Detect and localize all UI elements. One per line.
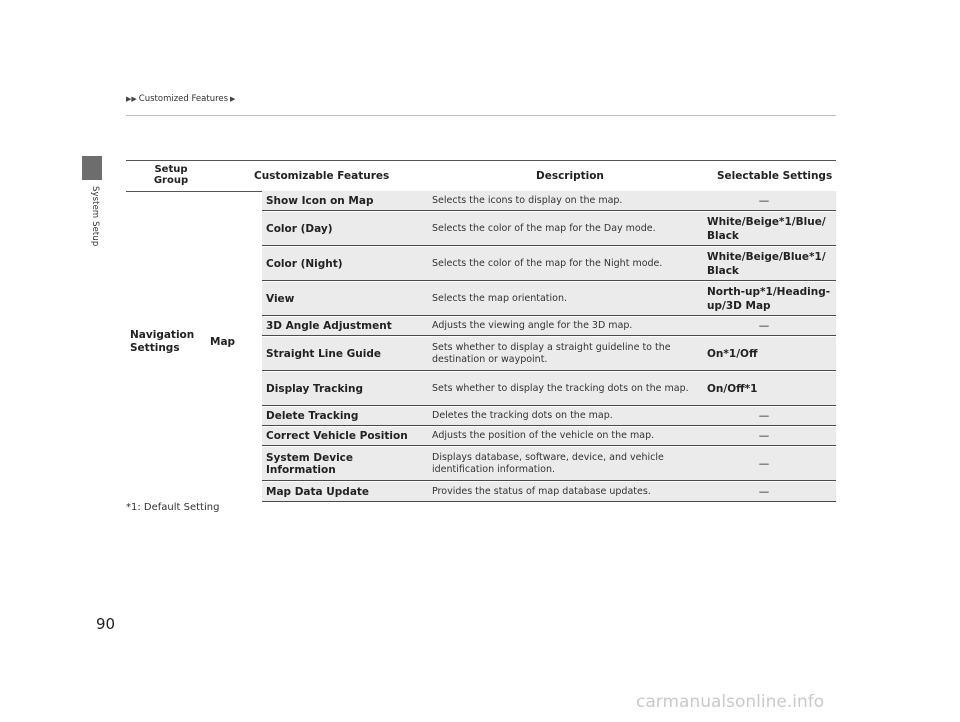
description-cell: Sets whether to display the tracking dots on the map.: [432, 382, 689, 394]
description-cell: Adjusts the position of the vehicle on the map.: [432, 430, 655, 441]
page-number: 90: [96, 615, 116, 633]
settings-cell: —: [758, 194, 770, 207]
table-row: [262, 317, 836, 336]
subgroup-map: Map: [210, 336, 236, 348]
feature-cell: Straight Line Guide: [266, 347, 381, 360]
description-cell: Adjusts the viewing angle for the 3D map.: [432, 320, 633, 331]
feature-cell: Color (Night): [266, 257, 343, 270]
table-row: [262, 337, 836, 371]
header-customizable-features: Customizable Features: [254, 170, 390, 182]
table-header: [126, 160, 836, 192]
settings-cell: —: [758, 457, 770, 470]
description-cell: Selects the color of the map for the Day mode.: [432, 222, 656, 234]
description-cell: Selects the color of the map for the Night mode.: [432, 257, 663, 269]
table-row: [262, 482, 836, 502]
table-row: [262, 427, 836, 446]
feature-cell: 3D Angle Adjustment: [266, 320, 392, 332]
settings-cell: White/Beige*1/Blue/ Black: [707, 215, 826, 242]
breadcrumb: [126, 94, 235, 104]
breadcrumb-label[interactable]: Customized Features: [138, 94, 229, 104]
description-cell: Selects the icons to display on the map.: [432, 194, 623, 206]
description-cell: Sets whether to display a straight guideline to the destination or waypoint.: [432, 341, 671, 365]
table-row: [262, 191, 836, 211]
table-row: [262, 212, 836, 246]
feature-cell: Correct Vehicle Position: [266, 430, 408, 442]
settings-cell: North-up*1/Heading- up/3D Map: [707, 285, 831, 312]
feature-cell: Display Tracking: [266, 382, 364, 395]
table-row: [262, 447, 836, 481]
feature-cell: System Device Information: [266, 451, 354, 476]
description-cell: Provides the status of map database updates.: [432, 485, 651, 497]
feature-cell: Delete Tracking: [266, 410, 359, 422]
feature-cell: View: [266, 292, 295, 305]
breadcrumb-arrows-icon: ▶▶: [126, 95, 137, 103]
settings-cell: White/Beige/Blue*1/ Black: [707, 250, 826, 277]
feature-cell: Show Icon on Map: [266, 194, 374, 207]
group-navigation-settings: Navigation Settings: [130, 329, 195, 354]
table-row: [262, 407, 836, 426]
section-tab-marker: [82, 156, 102, 180]
settings-cell: —: [758, 485, 770, 498]
footnote-default-setting: *1: Default Setting: [126, 502, 220, 513]
header-divider: [126, 115, 836, 116]
settings-cell: —: [758, 410, 770, 422]
settings-cell: On/Off*1: [707, 382, 758, 395]
settings-cell: —: [758, 430, 770, 442]
feature-cell: Color (Day): [266, 222, 333, 235]
table-row: [262, 247, 836, 281]
description-cell: Deletes the tracking dots on the map.: [432, 410, 613, 421]
settings-cell: On*1/Off: [707, 347, 758, 360]
side-section-label: System Setup: [90, 186, 100, 247]
settings-cell: —: [758, 320, 770, 332]
watermark: carmanualsonline.info: [636, 692, 825, 712]
header-setup-group: Setup Group: [153, 164, 189, 186]
table-row: [262, 282, 836, 316]
description-cell: Displays database, software, device, and vehicle identification information.: [432, 451, 664, 475]
header-selectable-settings: Selectable Settings: [717, 170, 833, 182]
table-row: [262, 372, 836, 406]
breadcrumb-trail-arrow-icon: ▶: [230, 95, 236, 103]
feature-cell: Map Data Update: [266, 485, 370, 498]
description-cell: Selects the map orientation.: [432, 292, 567, 304]
header-description: Description: [536, 170, 604, 182]
